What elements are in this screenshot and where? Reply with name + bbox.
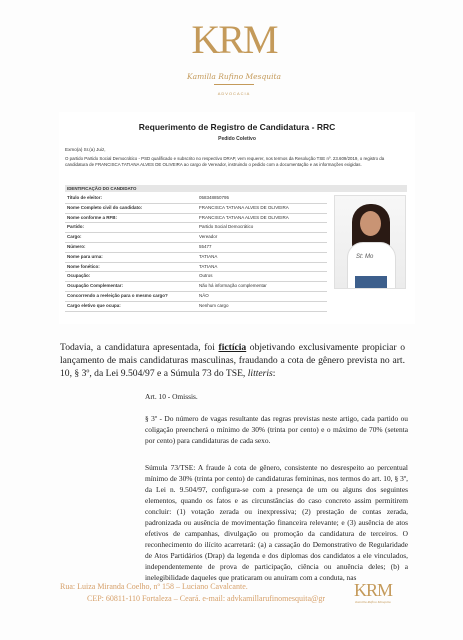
logo-script: Kamilla Rufino Mesquita [187,72,281,81]
rrc-field-value: 058348850795 [199,195,230,200]
rrc-field-label: Cargo eletivo que ocupa: [67,302,121,308]
rrc-field-label: Nome conforme a RFB: [67,214,118,220]
logo-subtitle: ADVOCACIA [217,91,251,96]
quote-sumula-73: Súmula 73/TSE: A fraude à cota de gênero, consistente no desrespeito ao percentual mínimo de 30% (trinta por cento) de candidaturas femininas, nos termos do art. 10, § 3º, da Lei n. 9.504/97, configura-se com a presença de um ou alguns dos seguintes elementos, quando os fatos e as circunstâncias do caso concreto assim permitirem concluir: (1) votação zerada ou inexpressiva; (2) prestação de contas zerada, padronizada ou ausência de movimentação financeira relevante; e (3) ausência de atos efetivos de campanhas, divulgação ou promoção da candidatura de terceiros. O reconhecimento do ilícito acarretará: (a) a cassação do Demonstrativo de Regularidade de Atos Partidários (Drap) da legenda e dos diplomas dos candidatos a ele vinculados, independentemente de prova de participação, ciência ou anuência deles; (b) a inelegibilidade daqueles que praticaram ou anuíram com a conduta, nas [145,463,408,582]
para-highlight: fictícia [218,342,247,353]
rrc-field-value: TATIANA [199,263,218,269]
rrc-field-label: Concorrendo a reeleição para o mesmo cargo? [67,292,168,298]
footer-logo-script: Kamilla Rufino Mesquita [355,600,391,604]
rrc-field-value: Vereador [199,234,218,240]
rrc-salutation: Exmo(a) Sr.(a) Juiz, [65,147,106,152]
rrc-form-image [59,112,415,324]
rrc-field-row [65,204,327,214]
para-text-a: Todavia, a candidatura apresentada, foi [60,342,219,353]
logo-monogram: KRM [191,17,277,62]
footer-logo [343,580,403,604]
rrc-field-row [65,194,327,204]
rrc-field-row [65,223,327,233]
rrc-field-row [65,292,327,302]
rrc-field-label: Nome fonético: [67,263,100,269]
rrc-field-value: Não há informação complementar [199,283,267,289]
rrc-field-value: NÃO [199,292,209,298]
firm-logo [175,18,293,104]
para-end: : [272,368,276,379]
para-text-b: objetivando exclusivamente propiciar o lançamento de mais candidaturas masculinas, fraudando a cota de gênero prevista no art. 10, § 3º, da Lei 9.504/97 e a Súmula 73 do TSE, [60,342,405,379]
rrc-field-value: TATIANA [199,253,218,259]
rrc-field-label: Nome para urna: [67,253,103,259]
logo-divider [214,84,254,85]
rrc-field-label: Ocupação: [67,273,91,279]
rrc-field-value: FRANCISCA TATIANA ALVES DE OLIVEIRA [199,214,289,220]
quote-article: Art. 10 - Omissis. [145,392,198,401]
rrc-field-label: Número: [67,243,86,249]
rrc-field-value: Nenhum cargo [199,302,229,308]
rrc-intro: O partido Partido Social Democrático - PSD qualificado e subscrito no respectivo DRAP, vem requerer, nos termos da Resolução TSE nº. 23.609/2019, o registro da candidatura de FRANCISCA TATIANA ALVES DE OLIVEIRA ao cargo de Vereador, instruindo o pedido com a documentação e as informações exigidas. [65,156,385,167]
rrc-field-row [65,214,327,224]
footer-line-2: CEP: 60811-110 Fortaleza – Ceará. e-mail: advkamillarufinomesquita@gr [87,594,326,603]
rrc-field-row [65,282,327,292]
rrc-field-label: Partido: [67,224,85,230]
rrc-field-row [65,233,327,243]
rrc-field-row [65,272,327,282]
footer-logo-monogram: KRM [353,580,392,600]
rrc-field-label: Nome Completo civil do candidato: [67,204,143,210]
rrc-title: Requerimento de Registro de Candidatura - RRC [138,122,336,132]
rrc-field-label: Ocupação Complementar: [67,283,124,289]
rrc-field-value: 55477 [199,243,212,249]
rrc-field-row [65,302,327,312]
footer-address [60,581,325,605]
quote-paragraph-3: § 3º - Do número de vagas resultante das regras previstas neste artigo, cada partido ou coligação preencherá o mínimo de 30% (trinta por cento) e o máximo de 70% (setenta por cento) para candidaturas de cada sexo. [145,414,408,445]
rrc-field-row [65,243,327,253]
rrc-field-label: Cargo: [67,234,82,240]
candidate-photo [334,195,406,289]
rrc-field-value: Partido Social Democrático [199,224,254,230]
shirt-print: St: Mo [356,254,374,260]
rrc-section-header: IDENTIFICAÇÃO DO CANDIDATO [65,185,407,192]
body-paragraph [60,341,405,380]
rrc-subtitle: Pedido Coletivo [218,136,256,142]
rrc-field-row [65,263,327,273]
rrc-field-row [65,253,327,263]
rrc-field-value: FRANCISCA TATIANA ALVES DE OLIVEIRA [199,204,289,210]
footer-line-1: Rua: Luiza Miranda Coelho, nº 158 – Luciano Cavalcante. [60,582,248,591]
rrc-fields [65,194,327,312]
para-italic: litteris [247,368,273,379]
rrc-field-value: Outros [199,273,213,279]
rrc-field-label: Título de eleitor: [67,195,103,200]
